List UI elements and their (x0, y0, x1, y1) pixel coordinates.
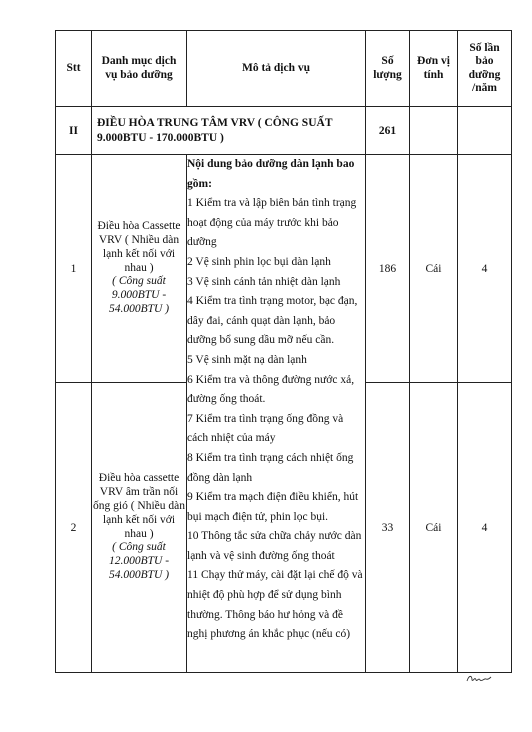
header-row (56, 31, 512, 107)
description-line: 11 Chạy thử máy, cài đặt lại chế độ và nhiệt độ phù hợp để sử dụng bình thường. Thông báo hư hỏng và đề nghị phương án khắc phục (nếu có) (187, 569, 363, 641)
description-line: 2 Vệ sinh phin lọc bụi dàn lạnh (187, 255, 331, 268)
section-row (56, 107, 512, 155)
section-title: ĐIỀU HÒA TRUNG TÂM VRV ( CÔNG SUẤT 9.000BTU - 170.000BTU ) (92, 107, 366, 155)
description-title: Nội dung bảo dưỡng dàn lạnh bao gồm: (187, 158, 355, 190)
row2-unit: Cái (410, 383, 458, 673)
table-row (56, 155, 512, 383)
section-unit-empty (410, 107, 458, 155)
row2-stt: 2 (56, 383, 92, 673)
header-description: Mô tả dịch vụ (187, 31, 366, 107)
row2-service (92, 383, 187, 673)
row2-times: 4 (458, 383, 512, 673)
description-line: 1 Kiểm tra và lập biên bản tình trạng hoạt động của máy trước khi bảo dưỡng (187, 197, 357, 249)
description-line: 4 Kiểm tra tình trạng motor, bạc đạn, dây đai, cánh quạt dàn lạnh, bảo dưỡng bổ sung dầu mỡ nếu cần. (187, 295, 358, 347)
header-service: Danh mục dịch vụ bảo dưỡng (92, 31, 187, 107)
header-stt: Stt (56, 31, 92, 107)
service-description (187, 155, 366, 673)
description-line: 5 Vệ sinh mặt nạ dàn lạnh (187, 353, 307, 366)
row1-capacity: ( Công suất 9.000BTU - 54.000BTU ) (108, 275, 170, 315)
row2-quantity: 33 (366, 383, 410, 673)
row1-service-name: Điều hòa Cassette VRV ( Nhiều dàn lạnh kết nối với nhau ) (97, 220, 181, 274)
header-unit: Đơn vị tính (410, 31, 458, 107)
row1-times: 4 (458, 155, 512, 383)
description-line: 6 Kiểm tra và thông đường nước xả, đường ống thoát. (187, 373, 355, 406)
row2-service-name: Điều hòa cassette VRV âm trần nối ống gió ( Nhiều dàn lạnh kết nối với nhau ) (93, 472, 185, 540)
section-times-empty (458, 107, 512, 155)
section-quantity: 261 (366, 107, 410, 155)
row1-stt: 1 (56, 155, 92, 383)
description-line: 9 Kiểm tra mạch điện điều khiển, hút bụi mạch điện tử, phin lọc bụi. (187, 491, 359, 523)
row1-quantity: 186 (366, 155, 410, 383)
header-times: Số lần bảo dưỡng /năm (458, 31, 512, 107)
row1-unit: Cái (410, 155, 458, 383)
section-stt: II (56, 107, 92, 155)
description-line: 10 Thông tắc sửa chữa chảy nước dàn lạnh và vệ sinh đường ống thoát (187, 530, 362, 562)
row1-service (92, 155, 187, 383)
description-line: 8 Kiểm tra tình trạng cách nhiệt ống đồng dàn lạnh (187, 451, 354, 484)
description-line: 7 Kiểm tra tình trạng ống đồng và cách nhiệt của máy (187, 412, 344, 445)
maintenance-table (55, 30, 512, 673)
initials-signature (466, 672, 492, 684)
row2-capacity: ( Công suất 12.000BTU - 54.000BTU ) (108, 541, 170, 581)
description-line: 3 Vệ sinh cánh tản nhiệt dàn lạnh (187, 275, 341, 288)
header-quantity: Số lượng (366, 31, 410, 107)
